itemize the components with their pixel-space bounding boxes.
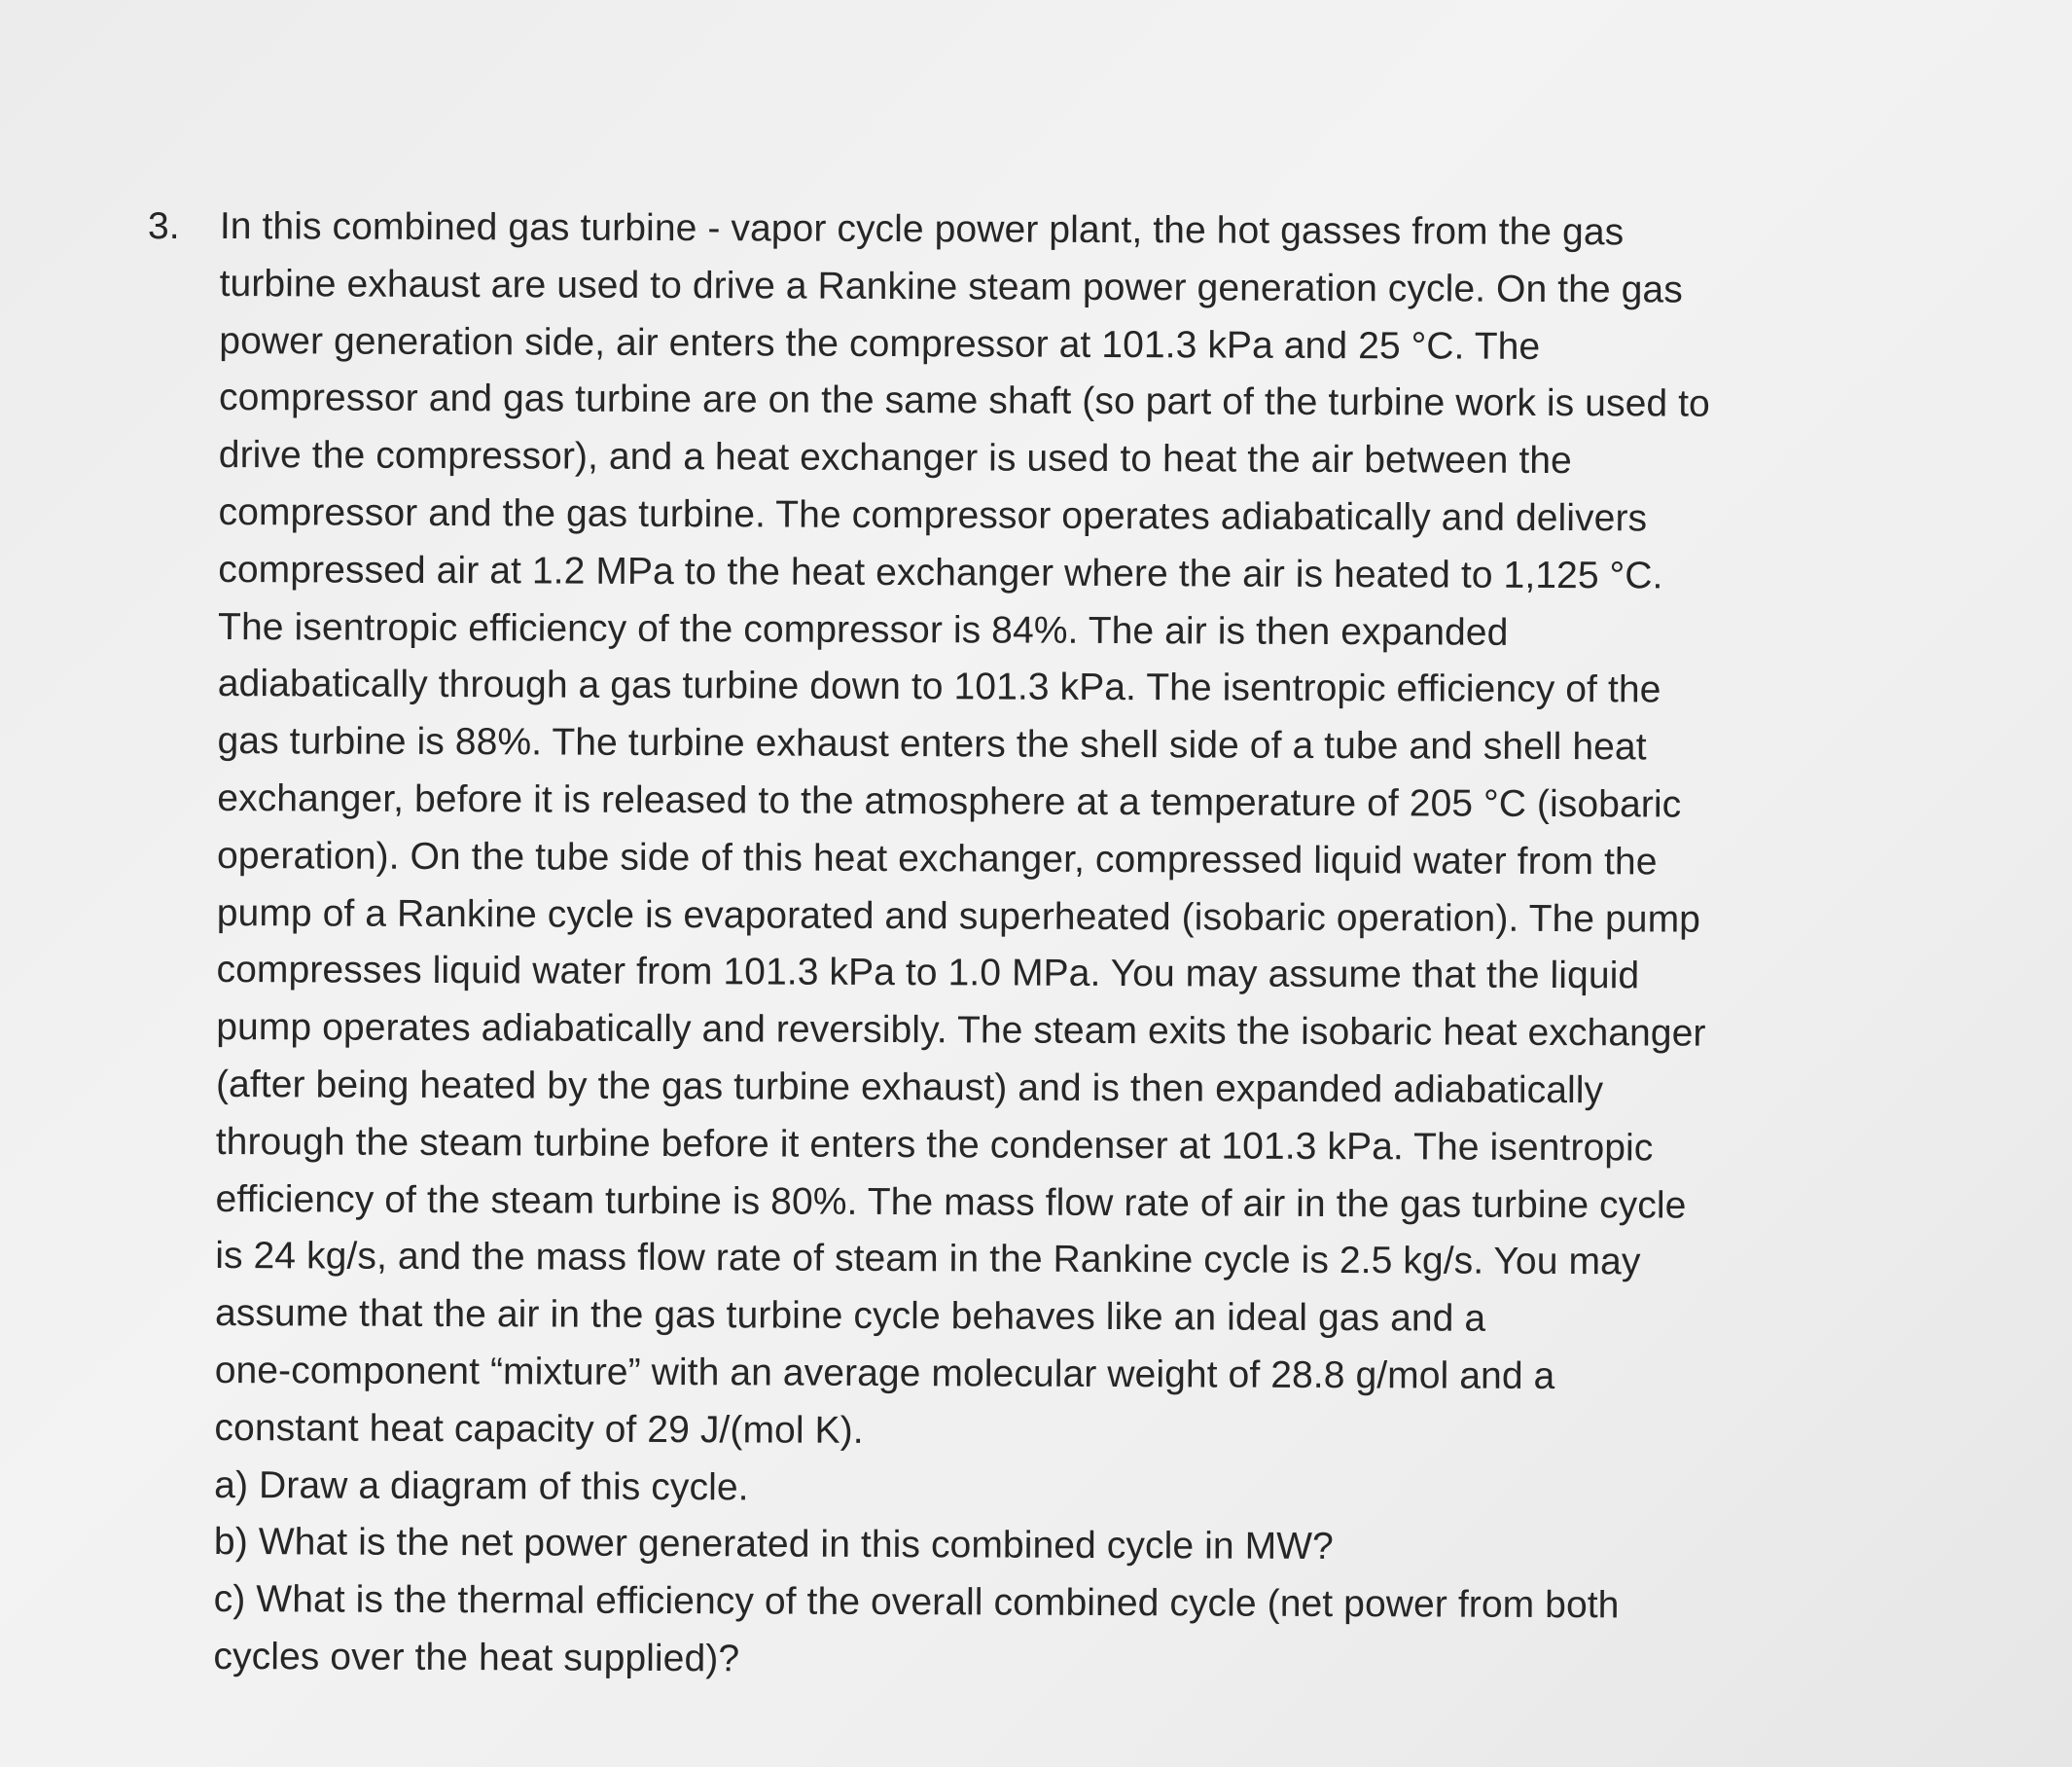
text-line: pump of a Rankine cycle is evaporated and superheated (isobaric operation). The pump xyxy=(216,891,1701,941)
text-line: turbine exhaust are used to drive a Rankine steam power generation cycle. On the gas xyxy=(219,262,1683,311)
text-line: c) What is the thermal efficiency of the overall combined cycle (net power from both xyxy=(213,1578,1620,1627)
text-line: operation). On the tube side of this heat exchanger, compressed liquid water from the xyxy=(216,834,1658,884)
text-line: The isentropic efficiency of the compressor is 84%. The air is then expanded xyxy=(217,605,1509,654)
text-line: efficiency of the steam turbine is 80%. The mass flow rate of air in the gas turbine cycle xyxy=(215,1177,1687,1227)
text-line: b) What is the net power generated in this combined cycle in MW? xyxy=(213,1521,1335,1569)
text-line: constant heat capacity of 29 J/(mol K). xyxy=(214,1406,864,1452)
text-line: through the steam turbine before it enters the condenser at 101.3 kPa. The isentropic xyxy=(215,1120,1654,1170)
text-line: compressor and gas turbine are on the same shaft (so part of the turbine work is used to xyxy=(219,377,1710,426)
text-line: (after being heated by the gas turbine exhaust) and is then expanded adiabatically xyxy=(215,1063,1604,1112)
question-text xyxy=(213,198,1710,1692)
text-line: gas turbine is 88%. The turbine exhaust enters the shell side of a tube and shell heat xyxy=(217,720,1647,769)
text-line: exchanger, before it is released to the atmosphere at a temperature of 205 °C (isobaric xyxy=(217,776,1682,826)
text-line: one-component “mixture” with an average molecular weight of 28.8 g/mol and a xyxy=(214,1349,1555,1397)
text-line: a) Draw a diagram of this cycle. xyxy=(214,1463,749,1508)
text-line: In this combined gas turbine - vapor cycle power plant, the hot gasses from the gas xyxy=(219,204,1625,254)
text-line: adiabatically through a gas turbine down to 101.3 kPa. The isentropic efficiency of the xyxy=(217,663,1661,711)
text-line: compressor and the gas turbine. The compressor operates adiabatically and delivers xyxy=(218,490,1648,540)
text-line: assume that the air in the gas turbine cycle behaves like an ideal gas and a xyxy=(214,1292,1486,1340)
text-line: is 24 kg/s, and the mass flow rate of steam in the Rankine cycle is 2.5 kg/s. You may xyxy=(215,1235,1641,1283)
question-number: 3. xyxy=(148,205,180,247)
text-line: compresses liquid water from 101.3 kPa to 1.0 MPa. You may assume that the liquid xyxy=(216,949,1640,997)
text-line: compressed air at 1.2 MPa to the heat exchanger where the air is heated to 1,125 °C. xyxy=(218,548,1663,597)
text-line: pump operates adiabatically and reversibly. The steam exits the isobaric heat exchanger xyxy=(216,1006,1706,1055)
text-line: power generation side, air enters the compressor at 101.3 kPa and 25 °C. The xyxy=(219,319,1541,368)
text-line: drive the compressor), and a heat exchanger is used to heat the air between the xyxy=(218,434,1573,483)
text-line: cycles over the heat supplied)? xyxy=(213,1635,740,1680)
